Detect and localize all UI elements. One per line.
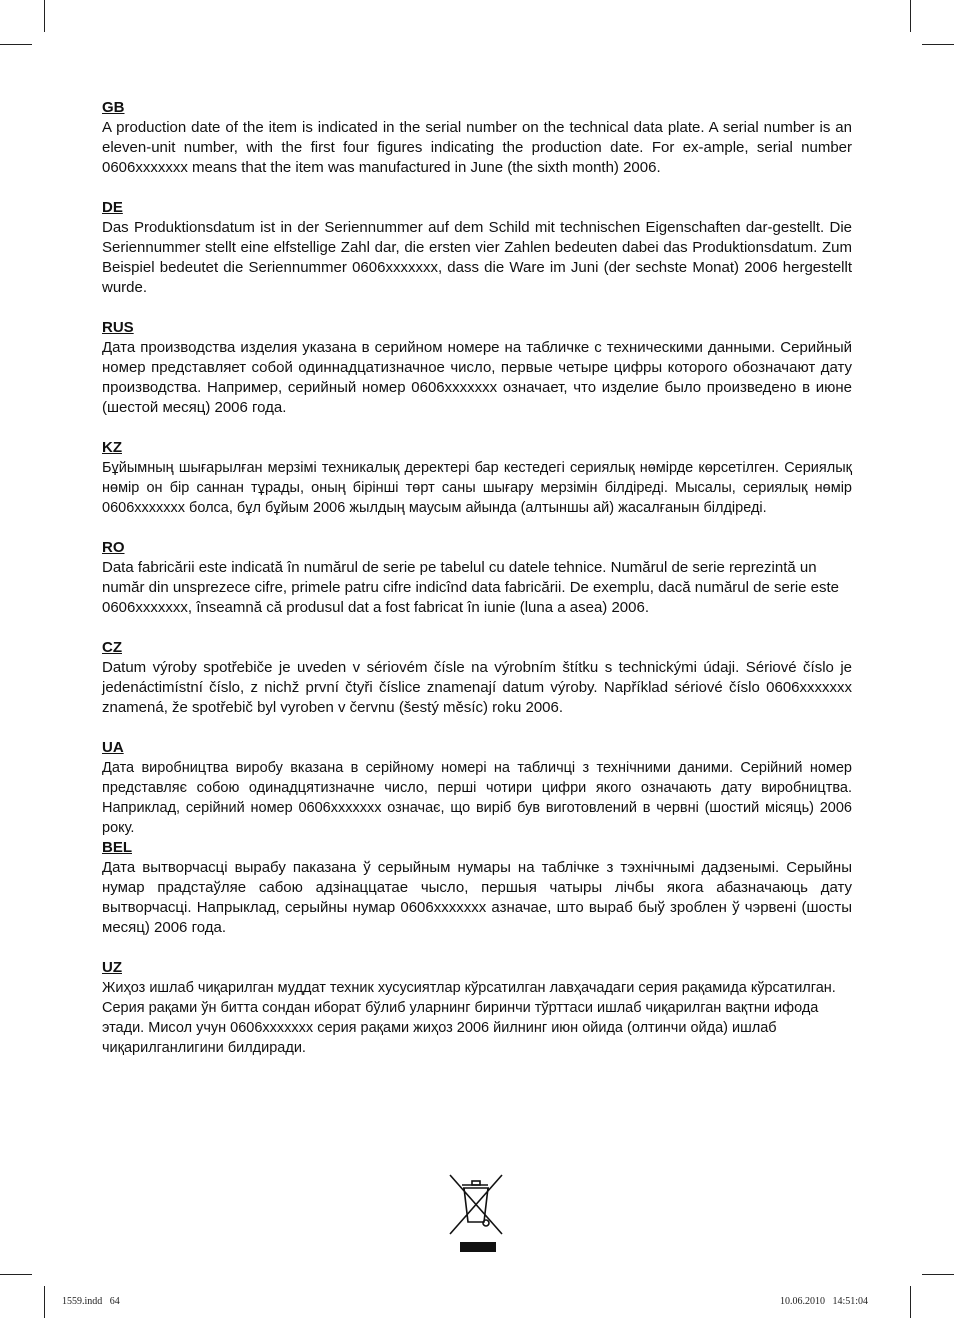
language-code: CZ bbox=[102, 639, 122, 656]
crop-mark bbox=[0, 1274, 32, 1275]
footer-file-info: 1559.indd 64 bbox=[62, 1296, 120, 1307]
section-text: Data fabricării este indicată în numărul de serie pe tabelul cu datele tehnice. Numărul de serie reprezintă un număr din unsprezece cifre, primele patru cifre indicînd data fabricării. De exemplu, dacă numărul de serie este 0606xxxxxxx, înseamnă că produsul dat a fost fabricat în iunie (luna a asea) 2006. bbox=[102, 559, 840, 616]
crop-mark bbox=[922, 1274, 954, 1275]
section-text: Дата производства изделия указана в серийном номере на табличке с техническими данными. Серийный номер представляет собой одиннадцатизначное число, первые четыре цифры которого обозначают дату производства. Например, серийный номер 0606xxxxxxx означает, что изделие было произведено в июне (шестой месяц) 2006 года. bbox=[102, 339, 852, 416]
section-text: Бұйымның шығарылған мерзімі техникалық деректері бар кестедегі сериялық нөмірде көрсетілген. Сериялық нөмір он бір саннан тұрады, оның бірінші төрт саны шығару мерзімін білдіреді. Мысалы, сериялық нөмір 0606xxxxxxx болса, бұл бұйым 2006 жылдың маусым айында (алтыншы ай) жасалғанын білдіреді. bbox=[102, 460, 852, 516]
section-ro bbox=[102, 538, 852, 618]
language-code: BEL bbox=[102, 839, 132, 856]
section-uz bbox=[102, 958, 852, 1058]
language-code: RUS bbox=[102, 319, 134, 336]
section-text: Дата виробництва виробу вказана в серійному номері на табличці з технічними даними. Серійний номер представляє собою одинадцятизначне число, перші чотири цифри якого означають дату виробництва. Наприклад, серійний номер 0606xxxxxxx означає, що виріб був виготовлений в червні (шостий місяць) 2006 року. bbox=[102, 760, 852, 836]
section-text: Das Produktionsdatum ist in der Seriennummer auf dem Schild mit technischen Eigenschaften dar-gestellt. Die Seriennummer stellt eine elfstellige Zahl dar, die ersten vier Zahlen bedeuten dabei das Produktionsdatum. Zum Beispiel bedeutet die Seriennummer 0606xxxxxxx, dass die Ware im Juni (der sechste Monat) 2006 hergestellt wurde. bbox=[102, 219, 852, 296]
section-bel bbox=[102, 838, 852, 938]
crop-mark bbox=[44, 0, 45, 32]
section-text: Жиҳоз ишлаб чиқарилган муддат техник хусусиятлар кўрсатилган лавҳачадаги серия рақамида кўрсатилган. Серия рақами ўн битта сондан иборат бўлиб уларнинг биринчи тўрттаси ишлаб чиқарилган вақтни ифода этади. Мисол учун 0606xxxxxxx серия рақами жиҳоз 2006 йилнинг июн ойида (олтинчи ойда) ишлаб чиқарилганлигини билдиради. bbox=[102, 980, 836, 1056]
section-cz bbox=[102, 638, 852, 718]
section-text: Datum výroby spotřebiče je uveden v sériovém čísle na výrobním štítku s technickými údaji. Sériové číslo je jedenáctimístní číslo, z nichž první čtyři číslice znamenají datum výroby. Například sériové číslo 0606xxxxxxx znamená, že spotřebič byl vyroben v červnu (šestý měsíc) roku 2006. bbox=[102, 659, 852, 716]
language-code: KZ bbox=[102, 439, 122, 456]
language-code: UA bbox=[102, 739, 124, 756]
language-code: UZ bbox=[102, 959, 122, 976]
crossed-out-wheelie-bin-icon bbox=[444, 1172, 508, 1254]
crop-mark bbox=[44, 1286, 45, 1318]
section-gb bbox=[102, 98, 852, 178]
section-text: Дата вытворчасці вырабу паказана ў серыйным нумары на таблічке з тэхнічнымі дадзенымі. Серыйны нумар прадстаўляе сабою адзінаццатае чысло, першыя чатыры лічбы якога абазначаюць дату вытворчасці. Напрыклад, серыйны нумар 0606xxxxxxx азначае, што выраб быў зроблен ў чэрвені (шосты месяц) 2006 года. bbox=[102, 859, 852, 936]
language-code: DE bbox=[102, 199, 123, 216]
crop-mark bbox=[910, 0, 911, 32]
crop-mark bbox=[910, 1286, 911, 1318]
section-rus bbox=[102, 318, 852, 418]
footer-timestamp: 10.06.2010 14:51:04 bbox=[780, 1296, 869, 1307]
language-code: GB bbox=[102, 99, 125, 116]
section-de bbox=[102, 198, 852, 298]
document-body bbox=[102, 98, 852, 1078]
crop-mark bbox=[0, 44, 32, 45]
section-kz bbox=[102, 438, 852, 518]
section-ua bbox=[102, 738, 852, 838]
crop-mark bbox=[922, 44, 954, 45]
language-code: RO bbox=[102, 539, 125, 556]
section-text: A production date of the item is indicated in the serial number on the technical data plate. A serial number is an eleven-unit number, with the first four figures indicating the production date. For ex-ample, serial number 0606xxxxxxx means that the item was manufactured in June (the sixth month) 2006. bbox=[102, 119, 852, 176]
